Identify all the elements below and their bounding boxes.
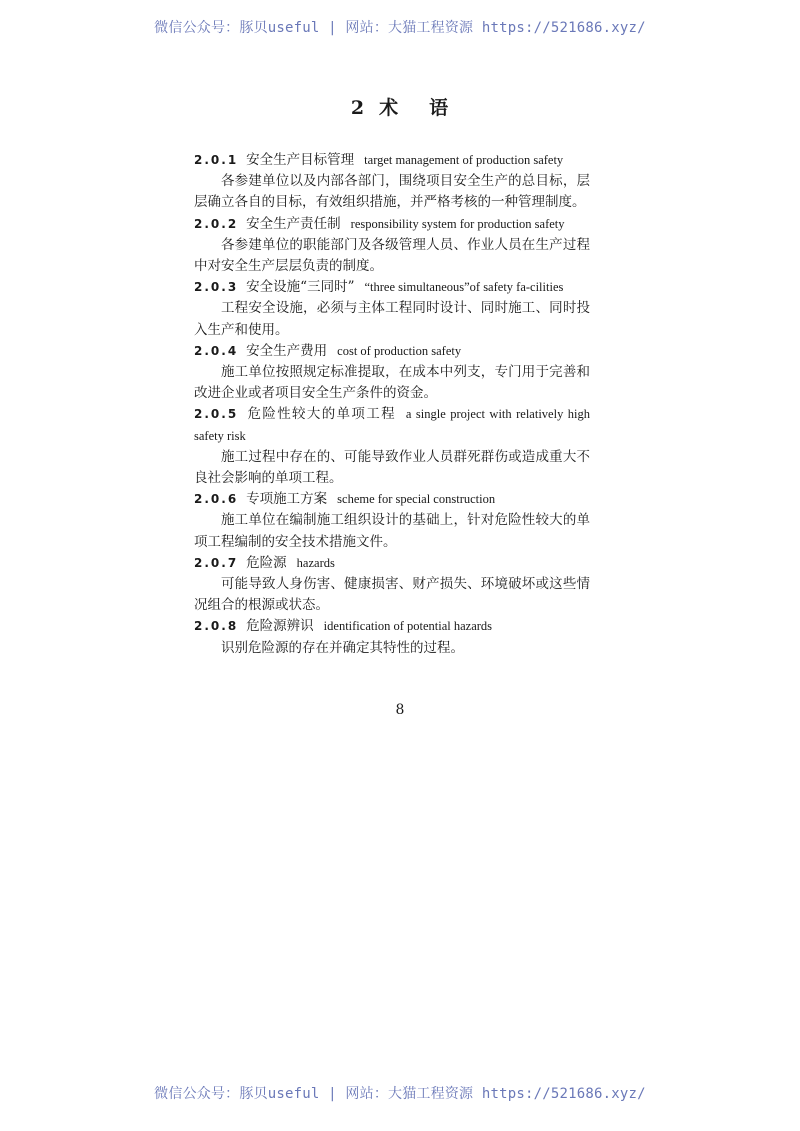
term-number: 2.0.6 xyxy=(194,492,239,507)
term-entry xyxy=(194,214,590,278)
term-number: 2.0.5 xyxy=(194,407,239,422)
term-definition: 各参建单位以及内部各部门，围绕项目安全生产的总目标，层层确立各自的目标，有效组织措施，并严格考核的一种管理制度。 xyxy=(194,173,590,211)
term-heading xyxy=(194,404,590,446)
term-number: 2.0.3 xyxy=(194,280,239,295)
term-definition: 施工单位按照规定标准提取，在成本中列支，专门用于完善和改进企业或者项目安全生产条件的资金。 xyxy=(194,364,590,402)
term-heading xyxy=(194,341,590,362)
term-entry xyxy=(194,553,590,617)
term-english: responsibility system for production safety xyxy=(350,216,565,231)
watermark-footer: 微信公众号：豚贝useful | 网站：大猫工程资源 https://521686.xyz/ xyxy=(154,1086,646,1102)
term-definition: 可能导致人身伤害、健康损害、财产损失、环境破坏或这些情况组合的根源或状态。 xyxy=(194,576,590,614)
term-chinese: 专项施工方案 xyxy=(246,491,328,508)
term-english: “three simultaneous”of safety fa-cilities xyxy=(364,280,564,295)
term-definition: 施工过程中存在的、可能导致作业人员群死群伤或造成重大不良社会影响的单项工程。 xyxy=(194,448,590,487)
term-chinese: 安全生产费用 xyxy=(246,342,328,359)
term-english: scheme for special construction xyxy=(337,492,496,507)
chapter-title-char-1: 术 xyxy=(379,97,400,119)
term-heading xyxy=(194,214,590,235)
term-entry xyxy=(194,616,590,658)
term-entry xyxy=(194,150,590,214)
term-number: 2.0.1 xyxy=(194,153,239,167)
term-number: 2.0.7 xyxy=(194,555,239,570)
chapter-number: 2 xyxy=(350,97,366,119)
term-heading xyxy=(194,150,590,171)
term-chinese: 安全设施“三同时” xyxy=(246,279,355,296)
terms-list xyxy=(194,150,590,659)
chapter-title-char-2: 语 xyxy=(429,97,450,119)
term-chinese: 危险源 xyxy=(246,554,287,571)
term-english: hazards xyxy=(296,555,335,570)
term-definition: 识别危险源的存在并确定其特性的过程。 xyxy=(221,639,464,656)
term-entry xyxy=(194,489,590,553)
term-english: identification of potential hazards xyxy=(323,619,493,634)
term-definition: 施工单位在编制施工组织设计的基础上，针对危险性较大的单项工程编制的安全技术措施文件。 xyxy=(194,512,590,550)
term-heading xyxy=(194,489,590,510)
term-entry xyxy=(194,404,590,489)
term-chinese: 安全生产目标管理 xyxy=(246,152,355,168)
term-english: a single project with relatively high safety risk xyxy=(194,407,591,443)
term-definition: 各参建单位的职能部门及各级管理人员、作业人员在生产过程中对安全生产层层负责的制度。 xyxy=(194,236,590,275)
term-english: cost of production safety xyxy=(337,343,462,358)
term-definition: 工程安全设施，必须与主体工程同时设计、同时施工、同时投入生产和使用。 xyxy=(194,300,590,338)
term-english: target management of production safety xyxy=(364,153,564,167)
term-entry xyxy=(194,341,590,405)
term-number: 2.0.8 xyxy=(194,619,239,634)
term-chinese: 危险源辨识 xyxy=(246,618,314,635)
term-number: 2.0.2 xyxy=(194,216,239,231)
page-number: 8 xyxy=(395,702,405,718)
chapter-title xyxy=(0,93,800,120)
watermark-header: 微信公众号：豚贝useful | 网站：大猫工程资源 https://521686.xyz/ xyxy=(154,20,646,36)
term-heading xyxy=(194,553,590,574)
term-chinese: 危险性较大的单项工程 xyxy=(246,406,396,423)
term-entry xyxy=(194,277,590,341)
term-heading xyxy=(194,277,590,298)
term-chinese: 安全生产责任制 xyxy=(246,215,341,232)
term-number: 2.0.4 xyxy=(194,343,239,358)
term-heading xyxy=(194,616,590,637)
